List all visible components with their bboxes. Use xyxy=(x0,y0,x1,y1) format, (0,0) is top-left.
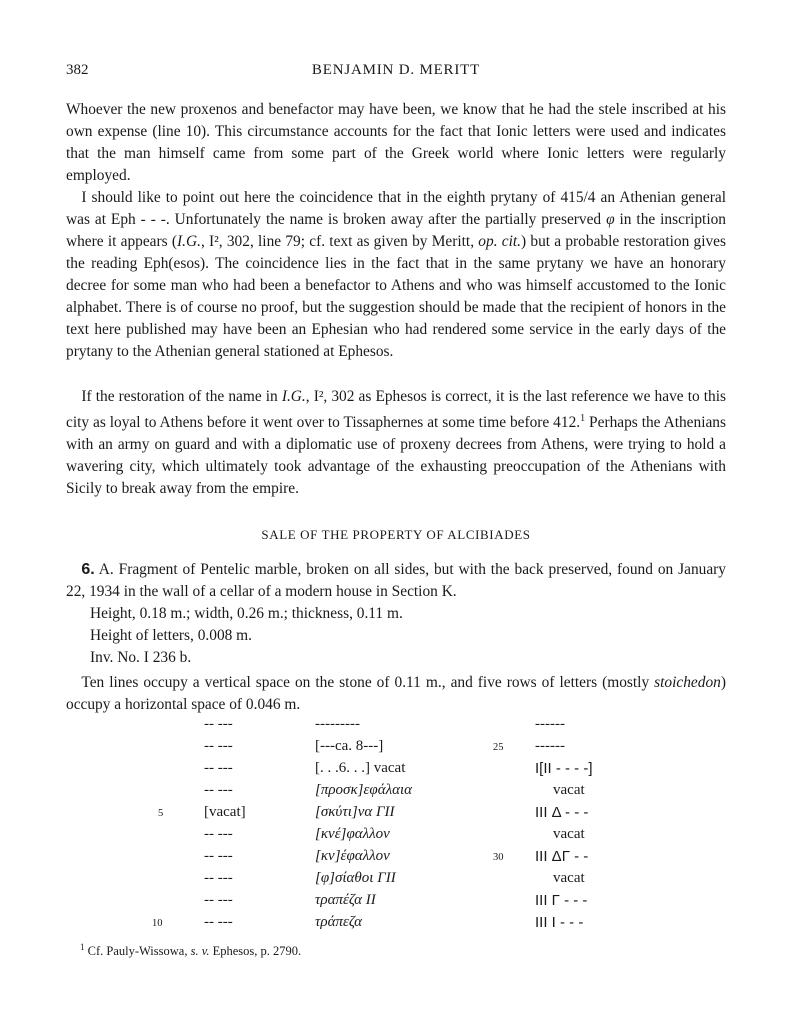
paragraph-3 xyxy=(66,386,726,500)
footnote-ref: 1 xyxy=(580,413,586,424)
footnote-mark: 1 xyxy=(80,942,85,952)
inscription-line: -- --- τραπέζα II III Γ - - - xyxy=(204,892,588,909)
inscription-line: -- --- [κν]έφαλλον 30 III ΔΓ - - xyxy=(204,848,589,865)
p3-ig: I.G. xyxy=(281,388,306,405)
inscription-line: 5 [vacat] [σκύτι]να ΓII III Δ - - - xyxy=(158,804,589,821)
p2-text-c: , I², 302, line 79; cf. text as given by Meritt, xyxy=(200,233,479,250)
inscription-text xyxy=(0,716,792,936)
footnote-text-b: Ephesos, p. 2790. xyxy=(209,944,302,959)
entry-number: 6. xyxy=(81,561,95,578)
page-number: 382 xyxy=(66,62,89,78)
p4-text-b: ) occupy a horizontal space of 0.046 m. xyxy=(66,674,726,713)
p3-text-b: , I², 302 as Ephesos is correct, it is the last reference we have to this city as loyal to Athens before it went over to Tissaphernes at some time before 412. xyxy=(66,388,726,432)
inscription-line: -- --- [κνέ]φαλλον vacat xyxy=(204,826,585,842)
paragraph-1: Whoever the new proxenos and benefactor may have been, we know that he had the stele inscribed at his own expense (line 10). This circumstance accounts for the fact that Ionic letters were used and indicates that the man himself came from some part of the Greek world where Ionic letters were regularly employed. xyxy=(66,101,726,184)
inscription-line: -- --- [---ca. 8---] 25 ------ xyxy=(204,738,565,754)
inscription-line: -- --- --------- ------ xyxy=(204,716,565,732)
footnote xyxy=(80,942,301,959)
paragraph-4 xyxy=(66,672,726,716)
entry-6 xyxy=(66,559,726,603)
measurement-dimensions: Height, 0.18 m.; width, 0.26 m.; thickness, 0.11 m. xyxy=(90,605,403,622)
measurement-letter-height: Height of letters, 0.008 m. xyxy=(90,627,252,644)
p2-ig: I.G. xyxy=(177,233,201,250)
inventory-number: Inv. No. I 236 b. xyxy=(90,649,192,666)
section-title: SALE OF THE PROPERTY OF ALCIBIADES xyxy=(261,527,531,542)
p3-text-a: If the restoration of the name in xyxy=(81,388,282,405)
paragraph-2 xyxy=(66,187,726,363)
inscription-line: 10 -- --- τράπεζα III I - - - xyxy=(152,914,584,931)
running-header xyxy=(66,62,726,84)
p2-phi: φ xyxy=(606,211,615,228)
running-title: BENJAMIN D. MERITT xyxy=(311,62,481,78)
p2-opcit: op. cit. xyxy=(478,233,522,250)
p3-text-c: Perhaps the Athenians with an army on guard and with a diplomatic use of proxeny decrees from Athens, were trying to hold a wavering city, which ultimately took advantage of the exhausting preoccupation of the Athenians with Sicily to break away from the empire. xyxy=(66,414,726,498)
p2-text-d: ) but a probable restoration gives the reading Eph(esos). The coincidence lies in the fact that in the same prytany we have an honorary decree for some man who had been a benefactor to Athens and who was himself accustomed to the Ionic alphabet. There is of course no proof, but the suggestion should be made that the recipient of honors in the text here published may have been an Ephesian who had rendered some service in the early days of the prytany to the Athenian general stationed at Ephesos. xyxy=(66,233,726,360)
entry-text: A. Fragment of Pentelic marble, broken on all sides, but with the back preserved, found on January 22, 1934 in the wall of a cellar of a modern house in Section K. xyxy=(66,561,726,600)
inscription-line: -- --- [. . .6. . .] vacat I[II - - - -] xyxy=(204,760,593,777)
inscription-line: -- --- [φ]σίαθοι ΓII vacat xyxy=(204,870,585,886)
footnote-text-a: Cf. Pauly-Wissowa, xyxy=(84,944,191,959)
footnote-sv: s. v. xyxy=(190,944,210,959)
p4-stoichedon: stoichedon xyxy=(654,674,721,691)
p4-text-a: Ten lines occupy a vertical space on the stone of 0.11 m., and five rows of letters (mostly xyxy=(81,674,655,691)
p2-text-b: in the inscription where it appears ( xyxy=(66,211,726,250)
p2-text-a: I should like to point out here the coincidence that in the eighth prytany of 415/4 an Athenian general was at Eph - - -. Unfortunately the name is broken away after the partially preserved xyxy=(66,189,726,228)
inscription-line: -- --- [προσκ]εφάλαια vacat xyxy=(204,782,585,798)
